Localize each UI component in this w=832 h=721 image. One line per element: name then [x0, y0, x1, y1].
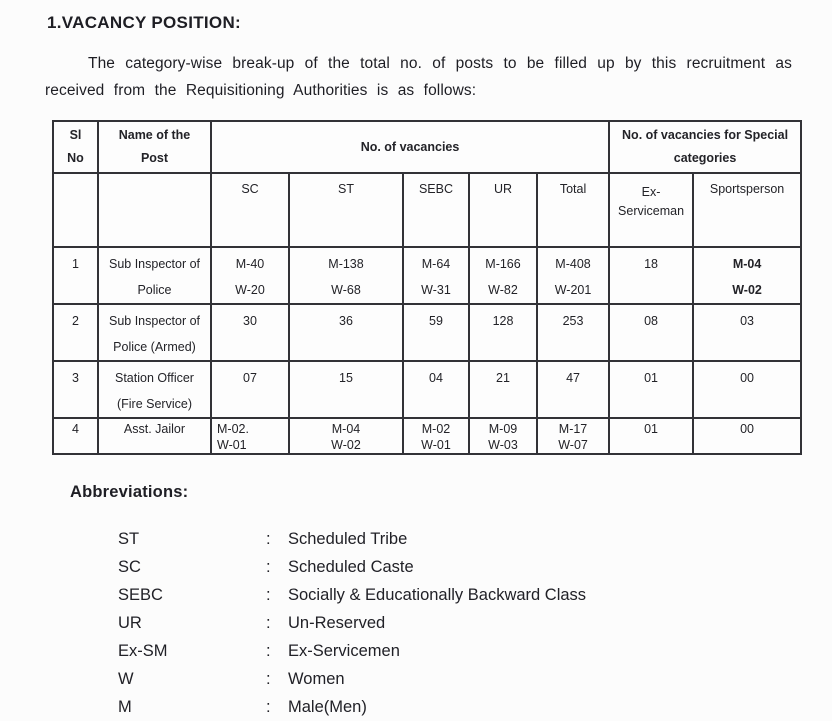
table-row — [53, 247, 801, 304]
cell-ur — [469, 418, 537, 454]
cell-line: W-02 — [732, 283, 762, 297]
abbreviation-definition: Un-Reserved — [288, 614, 386, 632]
cell-sebc — [403, 247, 469, 304]
table-row — [53, 418, 801, 454]
header-col-st: ST — [289, 173, 403, 247]
cell-line: 03 — [740, 314, 754, 328]
abbreviation-item — [118, 665, 832, 693]
cell-line: 01 — [644, 371, 658, 385]
cell-post — [98, 304, 211, 361]
cell-line: 18 — [644, 257, 658, 271]
vacancy-table — [52, 120, 802, 455]
cell-sl: 3 — [53, 361, 98, 418]
header-col-ex-serviceman — [609, 173, 693, 247]
cell-line: W-07 — [558, 438, 588, 452]
cell-line: 04 — [429, 371, 443, 385]
header-col-ur: UR — [469, 173, 537, 247]
cell-line: 36 — [339, 314, 353, 328]
cell-sc — [211, 247, 289, 304]
colon-separator: : — [266, 530, 271, 548]
abbreviation-definition: Women — [288, 670, 345, 688]
cell-sportsperson — [693, 304, 801, 361]
colon-separator: : — [266, 670, 271, 688]
abbreviation-term: Ex-SM — [118, 642, 168, 660]
cell-line: Sub Inspector of — [108, 314, 201, 328]
cell-st — [289, 361, 403, 418]
cell-ex-serviceman — [609, 247, 693, 304]
header-line: No. of vacancies for Special — [622, 128, 789, 142]
cell-ur — [469, 361, 537, 418]
cell-line: 21 — [496, 371, 510, 385]
cell-total — [537, 247, 609, 304]
cell-line: W-03 — [488, 438, 518, 452]
header-col-sc: SC — [211, 173, 289, 247]
cell-st — [289, 304, 403, 361]
cell-total — [537, 304, 609, 361]
cell-line: 59 — [429, 314, 443, 328]
abbreviation-item — [118, 553, 832, 581]
cell-total — [537, 361, 609, 418]
section-title: 1.VACANCY POSITION: — [47, 13, 241, 32]
cell-line: W-201 — [554, 283, 592, 297]
colon-separator: : — [266, 586, 271, 604]
header-sl-no — [53, 121, 98, 173]
cell-post — [98, 361, 211, 418]
header-line: Sl — [69, 128, 82, 142]
cell-line: 00 — [740, 422, 754, 436]
cell-sc — [211, 361, 289, 418]
cell-line: W-20 — [235, 283, 265, 297]
cell-line: 15 — [339, 371, 353, 385]
cell-line: 07 — [243, 371, 257, 385]
abbreviation-term: ST — [118, 530, 140, 548]
cell-sl: 2 — [53, 304, 98, 361]
cell-line: W-02 — [331, 438, 361, 452]
cell-line: 128 — [492, 314, 514, 328]
cell-post — [98, 418, 211, 454]
cell-line: M-40 — [235, 257, 265, 271]
abbreviation-item — [118, 637, 832, 665]
header-col-sportsperson: Sportsperson — [693, 173, 801, 247]
abbreviation-item — [118, 693, 832, 721]
cell-line: (Fire Service) — [116, 397, 192, 411]
cell-line: M-408 — [555, 257, 591, 271]
intro-paragraph: The category-wise break-up of the total no. of posts to be filled up by this recruitment as received from the Requisitioning Authorities is as follows: — [45, 55, 792, 99]
cell-line: M-02. — [217, 422, 249, 436]
cell-ex-serviceman — [609, 361, 693, 418]
cell-line: W-82 — [488, 283, 518, 297]
cell-ex-serviceman — [609, 304, 693, 361]
cell-line: 00 — [740, 371, 754, 385]
cell-line: M-64 — [421, 257, 451, 271]
table-header-group-row — [53, 121, 801, 173]
cell-line: M-04 — [732, 257, 762, 271]
header-empty-sl — [53, 173, 98, 247]
cell-line: M-04 — [331, 422, 361, 436]
header-post-name — [98, 121, 211, 173]
abbreviation-term: W — [118, 670, 134, 688]
table-header-columns-row — [53, 173, 801, 247]
cell-sl: 4 — [53, 418, 98, 454]
abbreviation-term: SEBC — [118, 586, 163, 604]
table-row — [53, 304, 801, 361]
cell-line: M-166 — [485, 257, 521, 271]
cell-line: M-17 — [558, 422, 588, 436]
cell-sc — [211, 418, 289, 454]
header-col-sebc: SEBC — [403, 173, 469, 247]
cell-ex-serviceman — [609, 418, 693, 454]
table-row — [53, 361, 801, 418]
colon-separator: : — [266, 642, 271, 660]
header-line: Serviceman — [618, 204, 685, 218]
abbreviation-definition: Ex-Servicemen — [288, 642, 400, 660]
cell-line: W-31 — [421, 283, 451, 297]
cell-sportsperson — [693, 247, 801, 304]
cell-line: 253 — [562, 314, 584, 328]
cell-line: Police — [137, 283, 172, 297]
cell-line: W-68 — [331, 283, 361, 297]
cell-sebc — [403, 418, 469, 454]
header-line: No — [67, 151, 84, 165]
cell-line: M-09 — [488, 422, 518, 436]
cell-st — [289, 418, 403, 454]
colon-separator: : — [266, 698, 271, 716]
abbreviation-item — [118, 609, 832, 637]
colon-separator: : — [266, 614, 271, 632]
cell-sc — [211, 304, 289, 361]
cell-line: W-01 — [421, 438, 451, 452]
abbreviation-item — [118, 581, 832, 609]
cell-line: W-01 — [217, 438, 247, 452]
cell-line: 01 — [644, 422, 658, 436]
cell-line: M-02 — [421, 422, 451, 436]
abbreviation-term: M — [118, 698, 132, 716]
abbreviation-term: SC — [118, 558, 141, 576]
header-special-categories-group — [609, 121, 801, 173]
cell-st — [289, 247, 403, 304]
cell-sebc — [403, 361, 469, 418]
abbreviation-term: UR — [118, 614, 142, 632]
header-line: Ex- — [641, 185, 661, 199]
cell-line: M-138 — [328, 257, 364, 271]
abbreviation-definition: Scheduled Caste — [288, 558, 414, 576]
colon-separator: : — [266, 558, 271, 576]
header-line: categories — [673, 151, 737, 165]
cell-line: Police (Armed) — [113, 340, 196, 354]
header-vacancies-group: No. of vacancies — [211, 121, 609, 173]
header-empty-post — [98, 173, 211, 247]
cell-post — [98, 247, 211, 304]
abbreviation-definition: Socially & Educationally Backward Class — [288, 586, 587, 604]
abbreviation-definition: Male(Men) — [288, 698, 367, 716]
cell-line: 08 — [644, 314, 658, 328]
abbreviations-heading: Abbreviations: — [70, 483, 189, 501]
header-line: Post — [140, 151, 169, 165]
cell-line: 30 — [243, 314, 257, 328]
abbreviations-list — [118, 525, 832, 721]
abbreviation-item — [118, 525, 832, 553]
cell-sportsperson — [693, 361, 801, 418]
abbreviation-definition: Scheduled Tribe — [288, 530, 408, 548]
header-col-total: Total — [537, 173, 609, 247]
cell-line: 47 — [566, 371, 580, 385]
cell-sl: 1 — [53, 247, 98, 304]
cell-line: Sub Inspector of — [108, 257, 201, 271]
cell-total — [537, 418, 609, 454]
cell-sebc — [403, 304, 469, 361]
document-page — [0, 13, 832, 715]
cell-ur — [469, 247, 537, 304]
header-line: Name of the — [118, 128, 191, 142]
cell-line: Asst. Jailor — [123, 422, 186, 436]
cell-line: Station Officer — [115, 371, 194, 385]
cell-ur — [469, 304, 537, 361]
cell-sportsperson — [693, 418, 801, 454]
